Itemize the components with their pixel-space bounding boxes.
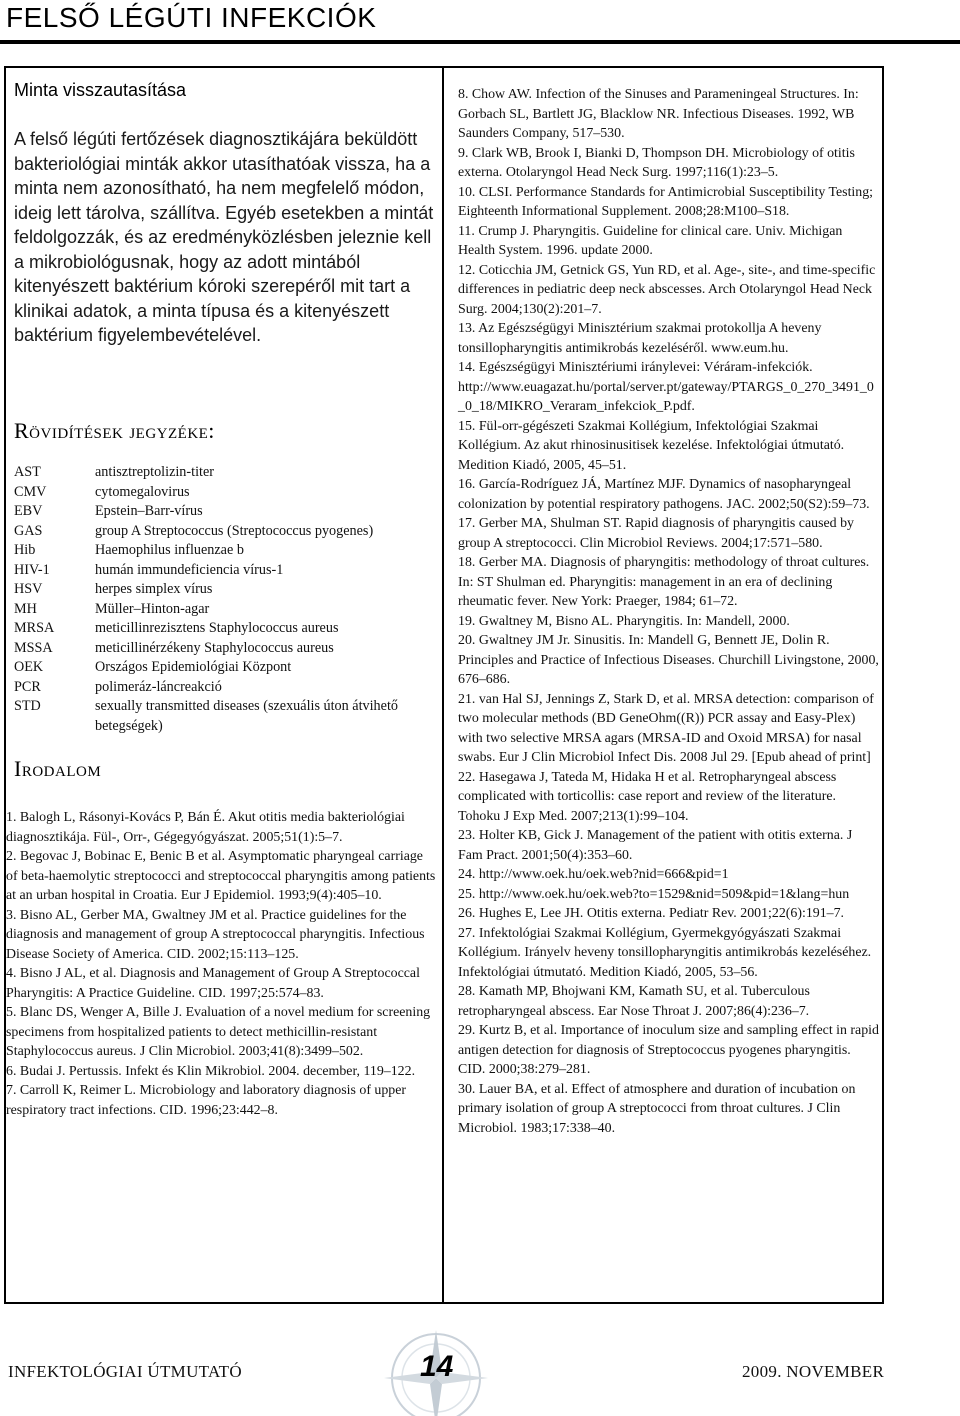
abbreviation-key: EBV [14,503,43,519]
abbreviation-key: CMV [14,483,47,500]
reference-item: 17. Gerber MA, Shulman ST. Rapid diagnosis of pharyngitis caused by group A streptococci. Clin Microbiol Reviews. 2004;17:571–580. [458,516,854,551]
reference-item: 12. Coticchia JM, Getnick GS, Yun RD, et al. Age-, site-, and time-specific differences in pediatric deep neck abscesses. Arch Otolaryngol Head Neck Surg. 2004;130(2):201–7. [458,262,876,317]
abbreviation-key: PCR [14,678,41,695]
abbreviation-row [14,502,434,522]
abbreviation-value: Müller–Hinton-agar [95,600,210,617]
abbreviation-key: MSSA [14,639,53,656]
reference-item: 19. Gwaltney M, Bisno AL. Pharyngitis. In: Mandell, 2000. [458,613,790,629]
references-left-column [6,808,436,1120]
page-title: FELSŐ LÉGÚTI INFEKCIÓK [6,2,377,33]
abbreviation-key: HSV [14,581,43,597]
reference-item: 5. Blanc DS, Wenger A, Bille J. Evaluation of a novel medium for screening specimens from hospitalized patients to detect methicillin-resistant Staphylococcus aureus. J Clin Microbiol. 2003;41(8):3499–502. [6,1005,431,1059]
abbreviation-row [14,639,434,659]
footer-date: 2009. NOVEMBER [742,1362,885,1381]
abbreviation-value: antisztreptolizin-titer [95,464,214,480]
reference-item: 3. Bisno AL, Gerber MA, Gwaltney JM et al. Practice guidelines for the diagnosis and management of group A streptococcal pharyngitis. Infectious Disease Society of America. CID. 2002;15:113–125. [6,907,425,962]
reference-item: 13. Az Egészségügyi Minisztérium szakmai protokollja A heveny tonsillopharyngitis antimikrobás kezeléséről. www.eum.hu. [458,321,822,356]
references-heading: Irodalom [14,756,102,781]
reference-item: 23. Holter KB, Gick J. Management of the patient with otitis externa. J Fam Pract. 2001;50(4):353–60. [458,828,853,863]
abbreviation-value: Haemophilus influenzae b [95,542,244,558]
reference-item: 29. Kurtz B, et al. Importance of inoculum size and sampling effect in rapid antigen detection for diagnosis of Streptococcus pyogenes pharyngitis. CID. 2000;38:279–281. [458,1023,879,1077]
abbreviation-row [14,619,434,639]
abbreviation-value: group A Streptococcus (Streptococcus pyogenes) [95,522,374,539]
reference-item: 4. Bisno J AL, et al. Diagnosis and Management of Group A Streptococcal Pharyngitis: A Practice Guideline. CID. 1997;25:574–83. [6,966,420,1001]
abbreviation-value: cytomegalovirus [95,483,190,500]
abbreviation-value: meticillinérzékeny Staphylococcus aureus [95,639,334,656]
reference-item: 20. Gwaltney JM Jr. Sinusitis. In: Mandell G, Bennett JE, Dolin R. Principles and Practice of Infectious Diseases. Churchill Livingstone, 2000, 676–686. [458,633,879,687]
abbreviation-value: Országos Epidemiológiai Központ [95,659,292,675]
reference-item: 22. Hasegawa J, Tateda M, Hidaka H et al. Retropharyngeal abscess complicated with torticollis: case report and review of the literature. Tohoku J Exp Med. 2007;213(1):99–104. [458,769,837,824]
abbreviation-row [14,522,434,542]
abbreviation-row [14,600,434,620]
abbreviation-value: humán immundeficiencia vírus-1 [95,561,284,578]
abbreviation-key: GAS [14,522,43,539]
abbreviation-key: MH [14,600,37,617]
abbreviation-value: herpes simplex vírus [95,581,213,597]
reference-item: 30. Lauer BA, et al. Effect of atmosphere and duration of incubation on primary isolation of group A streptococci from throat cultures. J Clin Microbiol. 1983;17:338–40. [458,1081,856,1136]
reference-item: 15. Fül-orr-gégészeti Szakmai Kollégium, Infektológiai Szakmai Kollégium. Az akut rhinosinusitisek kezelése. Infektológiai útmutató. Medition Kiadó, 2005, 45–51. [458,418,845,473]
reference-item: 8. Chow AW. Infection of the Sinuses and Parameningeal Structures. In: Gorbach SL, Bartlett JG, Blacklow NR. Infectious Diseases. 1992, WB Saunders Company, 517–530. [458,87,859,141]
abbreviation-row [14,658,434,678]
abbreviation-row [14,678,434,698]
reference-item: 1. Balogh L, Rásonyi-Kovács P, Bán É. Akut otitis media bakteriológiai diagnosztikája. Fül-, Orr-, Gégegyógyászat. 2005;51(1):5–7. [6,810,405,845]
reference-item: 18. Gerber MA. Diagnosis of pharyngitis: methodology of throat cultures. In: ST Shulman ed. Pharyngitis: management in an era of declining rheumatic fever. New York: Praeger, 1984; 61–72. [458,555,870,609]
abbreviation-value: meticillinrezisztens Staphylococcus aureus [95,620,339,636]
abbreviation-key: MRSA [14,620,55,636]
abbreviation-row [14,541,434,561]
abbreviation-key: OEK [14,659,44,675]
references-right-column [458,85,880,1138]
reference-item: 2. Begovac J, Bobinac E, Benic B et al. Asymptomatic pharyngeal carriage of beta-haemolytic streptococci and streptococcal pharyngitis among patients at an urban hospital in Croatia. Eur J Epidemiol. 1993;9(4):405–10. [6,849,436,903]
reference-item: 10. CLSI. Performance Standards for Antimicrobial Susceptibility Testing; Eighteenth Informational Supplement. 2008;28:M100–S18. [458,184,874,219]
header-bar [0,0,960,44]
reference-item: 11. Crump J. Pharyngitis. Guideline for clinical care. Univ. Michigan Health System. 1996. update 2000. [458,223,843,258]
reference-item: 24. http://www.oek.hu/oek.web?nid=666&pid=1 [458,867,729,882]
abbreviation-key: HIV-1 [14,561,50,578]
abbreviation-row [14,483,434,503]
abbreviation-row [14,697,434,736]
reference-item: 9. Clark WB, Brook I, Bianki D, Thompson DH. Microbiology of otitis externa. Otolaryngol Head Neck Surg. 1997;116(1):23–5. [458,145,855,180]
abbreviation-key: Hib [14,542,36,558]
abbreviation-value: Epstein–Barr-vírus [95,503,203,519]
abbreviation-value: sexually transmitted diseases (szexuális úton átvihető betegségek) [95,698,398,734]
sample-rejection-text: A felső légúti fertőzések diagnosztikájára beküldött bakteriológiai minták akkor utasíthatóak vissza, ha a minta nem azonosítható, ha nem megfelelő módon, ideig lett tárolva, szállítva. Egyéb esetekben a mintát feldolgozzák, és az eredményközlésben jeleznie kell a mikrobiológusnak, hogy az adott mintából kitenyészett baktérium kóroki szerepéről mit tart a klinikai adatok, a minta típusa és a kitenyészett baktérium figyelembevételével. [14,129,434,345]
abbreviation-row [14,561,434,581]
abbreviation-value: polimeráz-láncreakció [95,678,222,695]
reference-item: 27. Infektológiai Szakmai Kollégium, Gyermekgyógyászati Szakmai Kollégium. Irányelv heveny tonsillopharyngitis antimikrobás kezeléséhez. Infektológiai útmutató. Medition Kiadó, 2005, 53–56. [458,925,872,980]
abbreviation-row [14,580,434,600]
reference-item: 28. Kamath MP, Bhojwani KM, Kamath SU, et al. Tuberculous retropharyngeal abscess. Ear Nose Throat J. 2007;86(4):236–7. [458,984,810,1019]
column-divider [442,66,444,1304]
reference-item: 26. Hughes E, Lee JH. Otitis externa. Pediatr Rev. 2001;22(6):191–7. [458,906,845,921]
abbreviation-row [14,463,434,483]
reference-item: 16. García-Rodríguez JÁ, Martínez MJF. Dynamics of nasopharyngeal colonization by potential respiratory pathogens. JAC. 2002;50(S2):59–73. [458,477,870,512]
sample-rejection-heading: Minta visszautasítása [14,80,187,100]
abbreviations-heading: Rövidítések jegyzéke: [14,418,215,443]
reference-item: 6. Budai J. Pertussis. Infekt és Klin Mikrobiol. 2004. december, 119–122. [6,1063,416,1079]
reference-item: 21. van Hal SJ, Jennings Z, Stark D, et al. MRSA detection: comparison of two molecular methods (BD GeneOhm((R)) PCR assay and Easy-Plex) with two selective MRSA agars (MRSA-ID and Oxoid MRSA) for nasal swabs. Eur J Clin Microbiol Infect Dis. 2008 Jul 29. [Epub ahead of print] [458,691,874,765]
abbreviation-key: AST [14,464,41,480]
reference-item: 25. http://www.oek.hu/oek.web?to=1529&nid=509&pid=1&lang=hun [458,886,850,902]
abbreviation-key: STD [14,698,41,714]
abbreviations-list [14,463,434,736]
reference-item: 7. Carroll K, Reimer L. Microbiology and laboratory diagnosis of upper respiratory tract infections. CID. 1996;23:442–8. [6,1083,407,1118]
reference-item: 14. Egészségügyi Minisztériumi iránylevei: Véráram-infekciók. http://www.euagazat.hu/portal/server.pt/gateway/PTARGS_0_270_3491_0_0_18/MIKRO_Veraram_infekciok_P.pdf. [458,360,874,414]
page-number: 14 [420,1350,454,1383]
footer-publication: INFEKTOLÓGIAI ÚTMUTATÓ [8,1362,242,1381]
